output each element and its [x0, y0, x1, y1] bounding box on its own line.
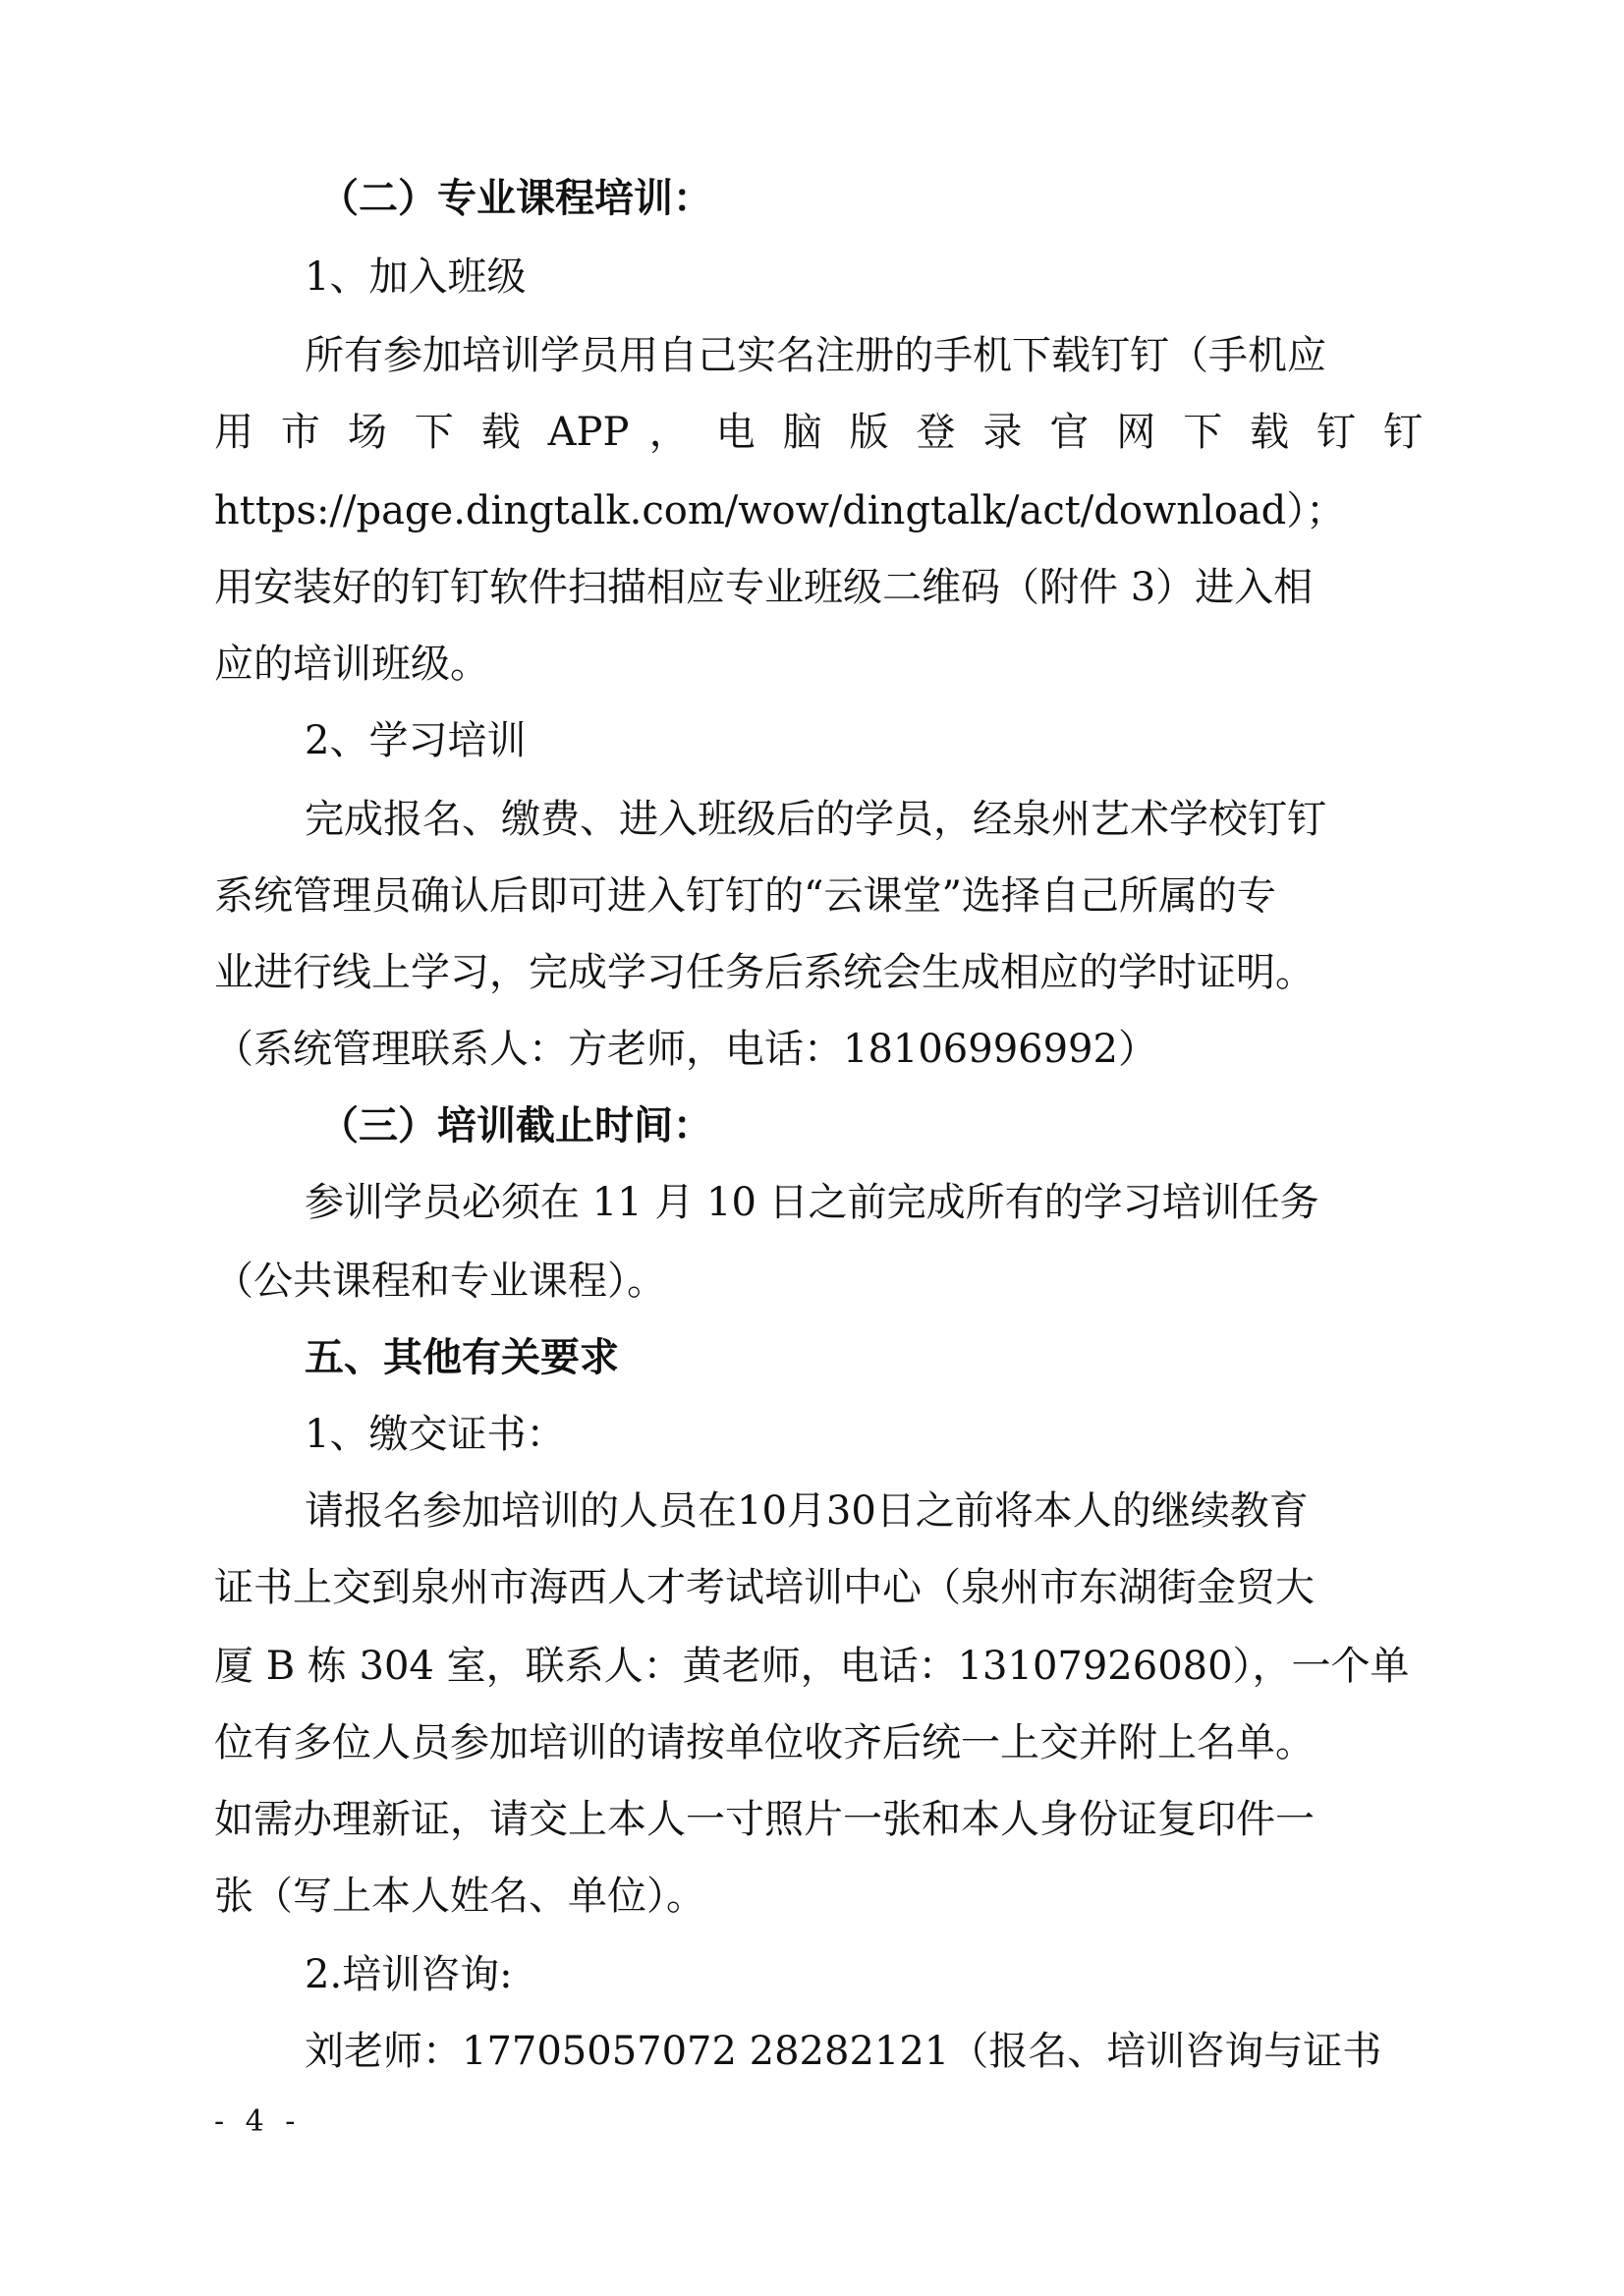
paragraph-line: 位有多位人员参加培训的请按单位收齐后统一上交并附上名单。 [214, 1720, 1315, 1765]
paragraph-line-contact: 刘老师：17705057072 28282121（报名、培训咨询与证书 [305, 2029, 1382, 2074]
section-heading-other-requirements: 五、其他有关要求 [305, 1335, 619, 1380]
paragraph-line: 参训学员必须在 11 月 10 日之前完成所有的学习培训任务 [305, 1180, 1319, 1225]
paragraph-line: 用安装好的钉钉软件扫描相应专业班级二维码（附件 3）进入相 [214, 565, 1314, 610]
paragraph-line: 系统管理员确认后即可进入钉钉的“云课堂”选择自己所属的专 [214, 873, 1276, 919]
paragraph-line: 应的培训班级。 [214, 642, 489, 687]
paragraph-line: 请报名参加培训的人员在10月30日之前将本人的继续教育 [305, 1488, 1309, 1534]
paragraph-line: 业进行线上学习，完成学习任务后系统会生成相应的学时证明。 [214, 950, 1315, 995]
subheading-submit-certificate: 1、缴交证书： [305, 1412, 566, 1457]
paragraph-line-url: https://page.dingtalk.com/wow/dingtalk/act/download）； [214, 488, 1346, 533]
paragraph-line-contact: （系统管理联系人：方老师，电话：18106996992） [214, 1027, 1157, 1072]
paragraph-line: 张（写上本人姓名、单位）。 [214, 1874, 705, 1919]
subheading-training-consultation: 2.培训咨询: [305, 1952, 513, 1997]
paragraph-line: 如需办理新证，请交上本人一寸照片一张和本人身份证复印件一 [214, 1797, 1315, 1842]
paragraph-line: 证书上交到泉州市海西人才考试培训中心（泉州市东湖街金贸大 [214, 1565, 1315, 1610]
paragraph-line: 用 市 场 下 载 APP ， 电 脑 版 登 录 官 网 下 载 钉 钉 [214, 410, 1423, 455]
subheading-join-class: 1、加入班级 [305, 254, 527, 300]
paragraph-line: 所有参加培训学员用自己实名注册的手机下载钉钉（手机应 [305, 333, 1326, 378]
page-number: - 4 - [214, 2104, 302, 2139]
subheading-study-training: 2、学习培训 [305, 718, 527, 763]
paragraph-line: 厦 B 栋 304 室，联系人：黄老师，电话：13107926080），一个单 [214, 1644, 1410, 1689]
section-heading-deadline: （三）培训截止时间： [319, 1103, 712, 1148]
paragraph-line: 完成报名、缴费、进入班级后的学员，经泉州艺术学校钉钉 [305, 797, 1326, 842]
paragraph-line: （公共课程和专业课程）。 [214, 1259, 666, 1304]
section-heading-professional-training: （二）专业课程培训： [319, 176, 712, 221]
